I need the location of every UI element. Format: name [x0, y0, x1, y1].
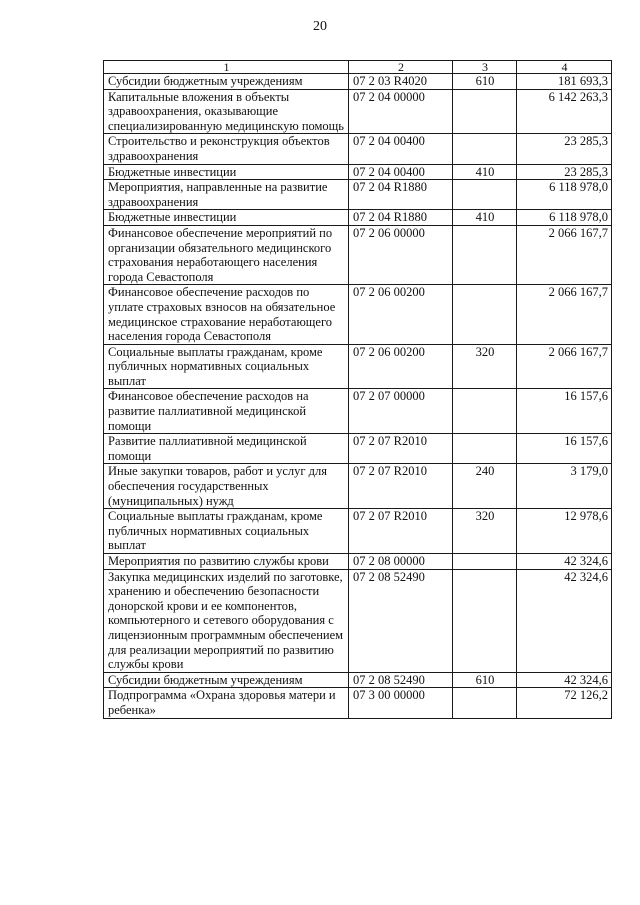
row-amount-cell: 181 693,3: [517, 74, 612, 90]
row-expense-type-cell: [453, 389, 517, 434]
row-name-cell: Социальные выплаты гражданам, кроме публичных нормативных социальных выплат: [104, 509, 349, 554]
row-amount-cell: 42 324,6: [517, 554, 612, 570]
table-row: [104, 134, 612, 164]
table-row: [104, 74, 612, 90]
row-code-cell: 07 2 07 R2010: [349, 434, 453, 464]
row-name-cell: Социальные выплаты гражданам, кроме публичных нормативных социальных выплат: [104, 344, 349, 389]
row-code-cell: 07 2 04 00000: [349, 89, 453, 134]
row-expense-type-cell: [453, 285, 517, 344]
row-amount-cell: 3 179,0: [517, 464, 612, 509]
row-code-cell: 07 3 00 00000: [349, 688, 453, 718]
row-amount-cell: 2 066 167,7: [517, 344, 612, 389]
table-header-row: [104, 61, 612, 74]
row-name-cell: Подпрограмма «Охрана здоровья матери и ребенка»: [104, 688, 349, 718]
row-amount-cell: 6 118 978,0: [517, 210, 612, 226]
row-name-cell: Субсидии бюджетным учреждениям: [104, 74, 349, 90]
row-code-cell: 07 2 08 00000: [349, 554, 453, 570]
row-name-cell: Бюджетные инвестиции: [104, 210, 349, 226]
table-row: [104, 344, 612, 389]
row-expense-type-cell: [453, 89, 517, 134]
row-expense-type-cell: 240: [453, 464, 517, 509]
row-expense-type-cell: [453, 134, 517, 164]
row-expense-type-cell: 610: [453, 74, 517, 90]
table-row: [104, 89, 612, 134]
row-name-cell: Мероприятия по развитию службы крови: [104, 554, 349, 570]
row-name-cell: Финансовое обеспечение расходов на развитие паллиативной медицинской помощи: [104, 389, 349, 434]
table-row: [104, 509, 612, 554]
row-name-cell: Закупка медицинских изделий по заготовке, хранению и обеспечению безопасности донорской крови и ее компонентов, компьютерного и сетевого оборудования с лицензионным программным обеспечением для реализации мероприятий по развитию службы крови: [104, 569, 349, 672]
table-row: [104, 210, 612, 226]
row-expense-type-cell: [453, 434, 517, 464]
table-row: [104, 180, 612, 210]
row-name-cell: Бюджетные инвестиции: [104, 164, 349, 180]
row-name-cell: Субсидии бюджетным учреждениям: [104, 672, 349, 688]
row-expense-type-cell: 410: [453, 164, 517, 180]
table-row: [104, 389, 612, 434]
column-header-4: 4: [517, 61, 612, 74]
row-expense-type-cell: 410: [453, 210, 517, 226]
row-amount-cell: 23 285,3: [517, 134, 612, 164]
row-amount-cell: 23 285,3: [517, 164, 612, 180]
row-name-cell: Развитие паллиативной медицинской помощи: [104, 434, 349, 464]
table-body: [104, 74, 612, 719]
table-row: [104, 464, 612, 509]
row-amount-cell: 42 324,6: [517, 672, 612, 688]
row-name-cell: Капитальные вложения в объекты здравоохранения, оказывающие специализированную медицинскую помощь: [104, 89, 349, 134]
row-amount-cell: 2 066 167,7: [517, 225, 612, 284]
row-code-cell: 07 2 06 00000: [349, 225, 453, 284]
row-name-cell: Финансовое обеспечение мероприятий по организации обязательного медицинского страхования неработающего населения города Севастополя: [104, 225, 349, 284]
row-code-cell: 07 2 07 R2010: [349, 464, 453, 509]
row-code-cell: 07 2 08 52490: [349, 569, 453, 672]
column-header-2: 2: [349, 61, 453, 74]
table-row: [104, 164, 612, 180]
row-expense-type-cell: 320: [453, 344, 517, 389]
row-expense-type-cell: [453, 554, 517, 570]
row-amount-cell: 6 142 263,3: [517, 89, 612, 134]
row-name-cell: Мероприятия, направленные на развитие здравоохранения: [104, 180, 349, 210]
row-expense-type-cell: [453, 569, 517, 672]
row-amount-cell: 42 324,6: [517, 569, 612, 672]
row-code-cell: 07 2 07 R2010: [349, 509, 453, 554]
table-row: [104, 434, 612, 464]
row-name-cell: Иные закупки товаров, работ и услуг для обеспечения государственных (муниципальных) нужд: [104, 464, 349, 509]
row-amount-cell: 2 066 167,7: [517, 285, 612, 344]
row-code-cell: 07 2 07 00000: [349, 389, 453, 434]
row-code-cell: 07 2 04 00400: [349, 164, 453, 180]
column-header-3: 3: [453, 61, 517, 74]
column-header-1: 1: [104, 61, 349, 74]
row-amount-cell: 72 126,2: [517, 688, 612, 718]
row-code-cell: 07 2 03 R4020: [349, 74, 453, 90]
table-row: [104, 672, 612, 688]
row-code-cell: 07 2 06 00200: [349, 344, 453, 389]
table-row: [104, 569, 612, 672]
page-number: 20: [313, 19, 327, 34]
row-expense-type-cell: [453, 688, 517, 718]
budget-table: [103, 60, 612, 719]
row-amount-cell: 16 157,6: [517, 434, 612, 464]
row-code-cell: 07 2 06 00200: [349, 285, 453, 344]
row-expense-type-cell: 610: [453, 672, 517, 688]
row-expense-type-cell: [453, 180, 517, 210]
row-code-cell: 07 2 04 00400: [349, 134, 453, 164]
row-amount-cell: 16 157,6: [517, 389, 612, 434]
table-row: [104, 285, 612, 344]
row-expense-type-cell: 320: [453, 509, 517, 554]
row-amount-cell: 12 978,6: [517, 509, 612, 554]
row-code-cell: 07 2 04 R1880: [349, 180, 453, 210]
table-row: [104, 225, 612, 284]
table-row: [104, 554, 612, 570]
row-code-cell: 07 2 04 R1880: [349, 210, 453, 226]
table-row: [104, 688, 612, 718]
row-name-cell: Строительство и реконструкция объектов здравоохранения: [104, 134, 349, 164]
row-code-cell: 07 2 08 52490: [349, 672, 453, 688]
row-name-cell: Финансовое обеспечение расходов по уплате страховых взносов на обязательное медицинское страхование неработающего населения города Севастополя: [104, 285, 349, 344]
row-expense-type-cell: [453, 225, 517, 284]
row-amount-cell: 6 118 978,0: [517, 180, 612, 210]
